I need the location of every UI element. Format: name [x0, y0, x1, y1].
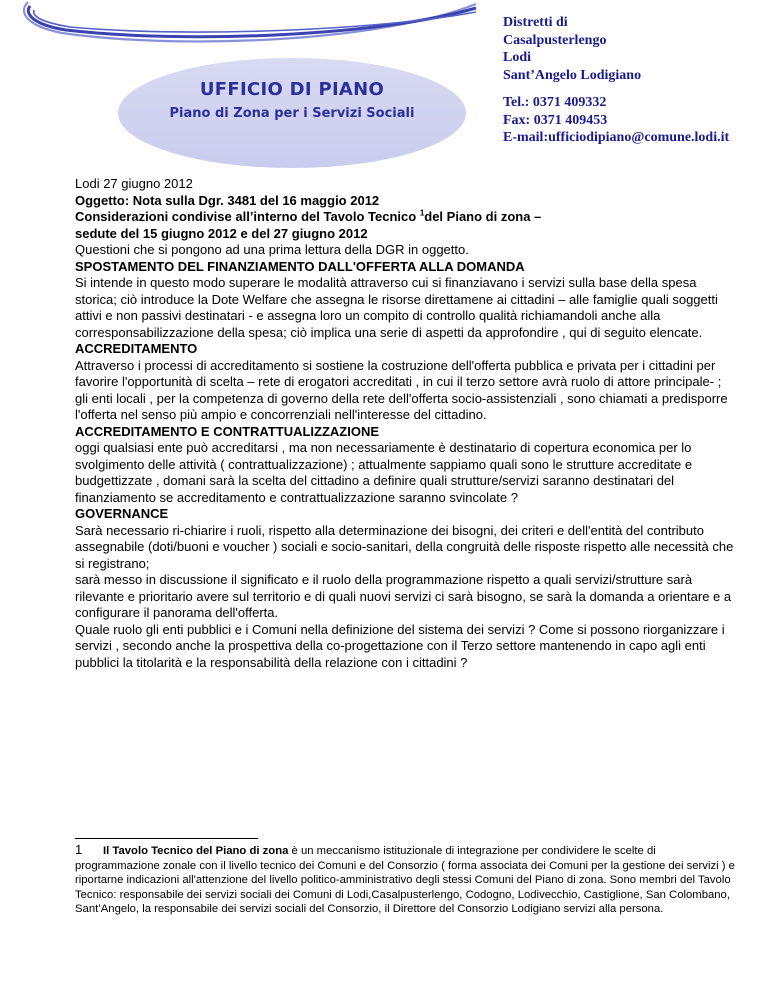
district-name: Sant’Angelo Lodigiano [503, 67, 642, 83]
logo-swoosh [0, 0, 480, 50]
section-heading: ACCREDITAMENTO [75, 341, 198, 356]
email-address: E-mail:ufficiodipiano@comune.lodi.it [503, 130, 730, 145]
footnote-number: 1 [75, 842, 83, 857]
district-name: Lodi [503, 50, 532, 65]
fax: Fax: 0371 409453 [503, 112, 608, 128]
districts-label: Distretti di [503, 15, 568, 30]
letter-date: Lodi 27 giugno 2012 [75, 176, 193, 191]
considerations-text-cont: del Piano di zona – [424, 209, 542, 224]
section-body: Attraverso i processi di accreditamento si sostiene la costruzione dell'offerta pubblica e privata per i cittadini per favorire l'opportunità di scelta – rete di erogatori accreditati , in cui il terzo settore avrà ruolo di attore principale- ; gli enti locali , per la competenza di governo della rete dell'offerta socio-assistenziali , sono chiamati a predisporre l'offerta nel senso più ampio e concorrenziali nell'interesse del cittadino. [75, 357, 728, 422]
section-heading: SPOSTAMENTO DEL FINANZIAMENTO DALL'OFFERTA ALLA DOMANDA [75, 258, 525, 274]
considerations-heading [75, 209, 735, 242]
footnote-text: è un meccanismo istituzionale di integrazione per condividere le scelte di programmazione zonale con il livello tecnico dei Comuni e del Consorzio ( forma associata dei Comuni per la gestione dei servizi ) e riportarne indicazioni all'attenzione del livello politico-amministrativo degli stessi Comuni del Piano di zona. Sono membri del Tavolo Tecnico: responsabile dei servizi sociali dei Comuni di Lodi,Casalpusterlengo, Codogno, Lodivecchio, Castiglione, San Colombano, Sant’Angelo, la responsabile dei servizi sociali del Consorzio, il Direttore del Consorzio Lodigiano servizi alla persona. [75, 845, 735, 916]
footnote-lead: Il Tavolo Tecnico del Piano di zona [103, 845, 289, 857]
intro-line: Questioni che si pongono ad una prima lettura della DGR in oggetto. [75, 242, 469, 257]
districts-block [503, 14, 641, 84]
footnote-reference[interactable]: 1 [419, 208, 425, 218]
section-heading: ACCREDITAMENTO E CONTRATTUALIZZAZIONE [75, 423, 380, 439]
footnote-separator [75, 838, 258, 839]
considerations-dates: sedute del 15 giugno 2012 e del 27 giugno 2012 [75, 225, 368, 241]
letter-subject: Oggetto: Nota sulla Dgr. 3481 del 16 maggio 2012 [75, 192, 380, 208]
contact-block [503, 94, 729, 147]
letter-body [75, 176, 735, 671]
office-title: UFFICIO DI PIANO [199, 79, 385, 100]
footnote [75, 843, 740, 917]
considerations-text: Considerazioni condivise all’interno del Tavolo Tecnico [75, 209, 420, 224]
section-body: oggi qualsiasi ente può accreditarsi , ma non necessariamente è destinatario di copertura economica per lo svolgimento delle attività ( contrattualizzazione) ; attualmente sappiamo quali sono le strutture accreditate e budgettizzate , domani sarà la scelta del cittadino a definire quali strutture/servizi saranno destinatari del finanziamento se accreditamento e contrattualizzazione saranno svincolate ? [75, 440, 693, 505]
section-body: Sarà necessario ri-chiarire i ruoli, rispetto alla determinazione dei bisogni, dei criteri e dell'entità del contributo assegnabile (doti/buoni e voucher ) sociali e socio-sanitari, della congruità delle risposte rispetto alle necessità che si registrano; sarà messo in discussione il significato e il ruolo della programmazione rispetto a quali servizi/strutture sarà rilevante e prioritario avere sul territorio e di quali nuovi servizi ci sarà bisogno, se sarà la domanda a orientare e a configurare il panorama dell'offerta. Quale ruolo gli enti pubblici e i Comuni nella definizione del sistema dei servizi ? Come si possono riorganizzare i servizi , secondo anche la prospettiva della co-progettazione con il Terzo settore mantenendo in capo agli enti pubblici la titolarità e la responsabilità della relazione con i cittadini ? [75, 522, 734, 670]
telephone: Tel.: 0371 409332 [503, 95, 607, 110]
section-heading: GOVERNANCE [75, 506, 169, 521]
district-name: Casalpusterlengo [503, 32, 607, 48]
section-body: Si intende in questo modo superare le modalità attraverso cui si finanziavano i servizi sulla base della spesa storica; ciò introduce la Dote Welfare che assegna le risorse direttamene ai cittadini – alle famiglie quali soggetti attivi e non passivi destinatari - e assegna loro un compito di controllo qualità richiamandoli anche alla corresponsabilizzazione della spesa; ciò implica una serie di aspetti da approfondire , qui di seguito elencate. [75, 275, 718, 340]
office-subtitle: Piano di Zona per i Servizi Sociali [169, 106, 415, 121]
